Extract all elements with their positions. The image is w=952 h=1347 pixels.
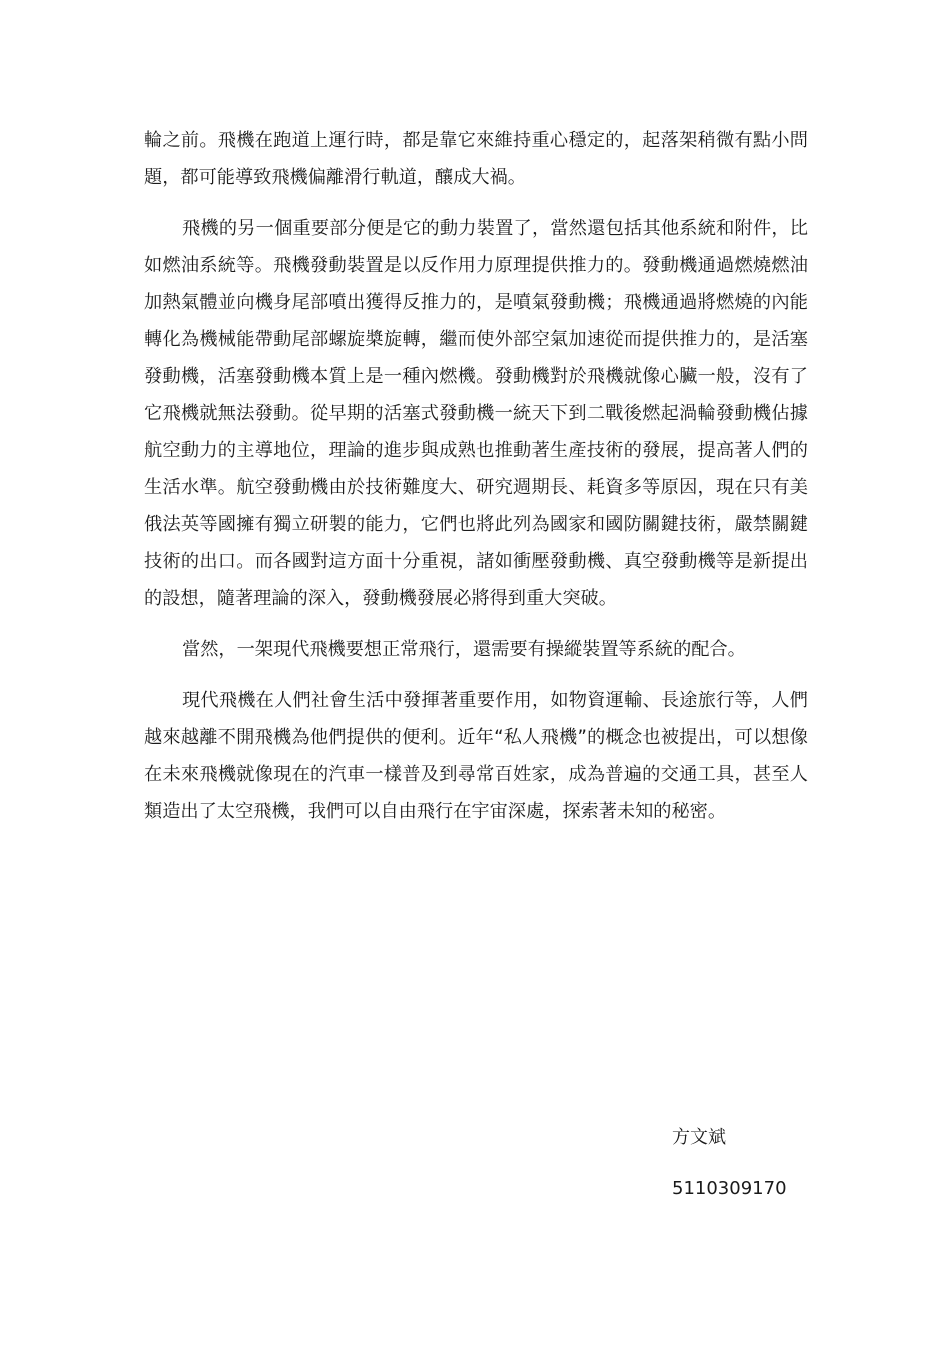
body-text [144,122,808,844]
paragraph-4: 現代飛機在人們社會生活中發揮著重要作用，如物資運輸、長途旅行等，人們越來越離不開飛機為他們提供的便利。近年“私人飛機”的概念也被提出，可以想像在未來飛機就像現在的汽車一樣普及到尋常百姓家，成為普遍的交通工具，甚至人類造出了太空飛機，我們可以自由飛行在宇宙深處，探索著未知的秘密。 [144,690,808,822]
paragraph-3: 當然，一架現代飛機要想正常飛行，還需要有操縱裝置等系統的配合。 [182,639,746,660]
paragraph-2: 飛機的另一個重要部分便是它的動力裝置了，當然還包括其他系統和附件，比如燃油系統等。飛機發動裝置是以反作用力原理提供推力的。發動機通過燃燒燃油加熱氣體並向機身尾部噴出獲得反推力的，是噴氣發動機；飛機通過將燃燒的內能轉化為機械能帶動尾部螺旋槳旋轉，繼而使外部空氣加速從而提供推力的，是活塞發動機，活塞發動機本質上是一種內燃機。發動機對於飛機就像心臟一般，沒有了它飛機就無法發動。從早期的活塞式發動機一統天下到二戰後燃起渦輪發動機佔據航空動力的主導地位，理論的進步與成熟也推動著生產技術的發展，提高著人們的生活水準。航空發動機由於技術難度大、研究週期長、耗資多等原因，現在只有美俄法英等國擁有獨立研製的能力，它們也將此列為國家和國防關鍵技術，嚴禁關鍵技術的出口。而各國對這方面十分重視，諸如衝壓發動機、真空發動機等是新提出的設想，隨著理論的深入，發動機發展必將得到重大突破。 [144,218,808,609]
paragraph-1: 輪之前。飛機在跑道上運行時，都是靠它來維持重心穩定的，起落架稍微有點小問題，都可能導致飛機偏離滑行軌道，釀成大禍。 [144,130,808,188]
author-student-id: 5110309170 [672,1178,787,1199]
author-name: 方文斌 [672,1127,726,1148]
